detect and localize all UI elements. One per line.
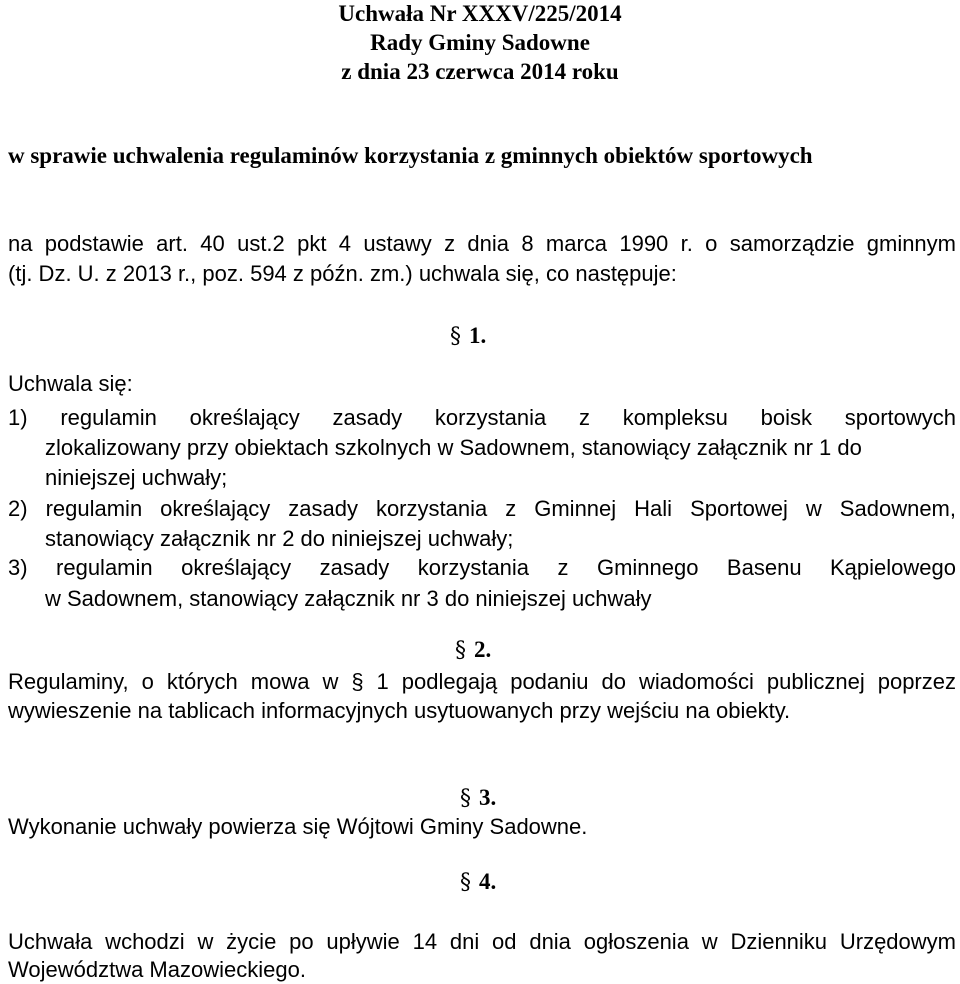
- section-number: 3.: [479, 785, 497, 810]
- council-name: Rady Gminy Sadowne: [370, 30, 590, 55]
- list-item-1-line3: niniejszej uchwały;: [45, 465, 228, 490]
- section-heading-1: [450, 322, 486, 351]
- section-sign-icon: §: [455, 638, 466, 663]
- section-number: 4.: [479, 869, 497, 894]
- section-number: 1.: [469, 323, 487, 348]
- list-item-3-line2: w Sadownem, stanowiący załącznik nr 3 do niniejszej uchwały: [45, 586, 652, 611]
- list-item-2-line2: stanowiący załącznik nr 2 do niniejszej uchwały;: [45, 526, 514, 551]
- legal-basis-line1: na podstawie art. 40 ust.2 pkt 4 ustawy z dnia 8 marca 1990 r. o samorządzie gminnym: [8, 231, 956, 256]
- list-item-1-line1: 1) regulamin określający zasady korzystania z kompleksu boisk sportowych: [8, 405, 956, 430]
- section-4-line2: Województwa Mazowieckiego.: [8, 957, 306, 982]
- section-heading-2: [455, 636, 491, 665]
- resolution-number: Uchwała Nr XXXV/225/2014: [338, 1, 622, 26]
- resolution-date: z dnia 23 czerwca 2014 roku: [341, 59, 619, 84]
- section-number: 2.: [474, 637, 492, 662]
- section-2-line2: wywieszenie na tablicach informacyjnych usytuowanych przy wejściu na obiekty.: [8, 698, 791, 723]
- section-sign-icon: §: [460, 786, 471, 811]
- legal-basis-line2: (tj. Dz. U. z 2013 r., poz. 594 z późn. zm.) uchwala się, co następuje:: [8, 261, 677, 286]
- list-item-1-line2: zlokalizowany przy obiektach szkolnych w Sadownem, stanowiący załącznik nr 1 do: [45, 435, 862, 460]
- section-3-line1: Wykonanie uchwały powierza się Wójtowi Gminy Sadowne.: [8, 814, 588, 839]
- section-heading-4: [460, 868, 496, 897]
- resolution-subject: w sprawie uchwalenia regulaminów korzystania z gminnych obiektów sportowych: [8, 143, 813, 168]
- section-heading-3: [460, 784, 496, 813]
- section-4-line1: Uchwała wchodzi w życie po upływie 14 dni od dnia ogłoszenia w Dzienniku Urzędowym: [8, 929, 956, 954]
- section-sign-icon: §: [460, 870, 471, 895]
- section-1-intro: Uchwala się:: [8, 371, 133, 396]
- section-sign-icon: §: [450, 324, 461, 349]
- section-2-line1: Regulaminy, o których mowa w § 1 podlegają podaniu do wiadomości publicznej poprzez: [8, 669, 956, 694]
- list-item-3-line1: 3) regulamin określający zasady korzystania z Gminnego Basenu Kąpielowego: [8, 555, 956, 580]
- list-item-2-line1: 2) regulamin określający zasady korzystania z Gminnej Hali Sportowej w Sadownem,: [8, 496, 956, 521]
